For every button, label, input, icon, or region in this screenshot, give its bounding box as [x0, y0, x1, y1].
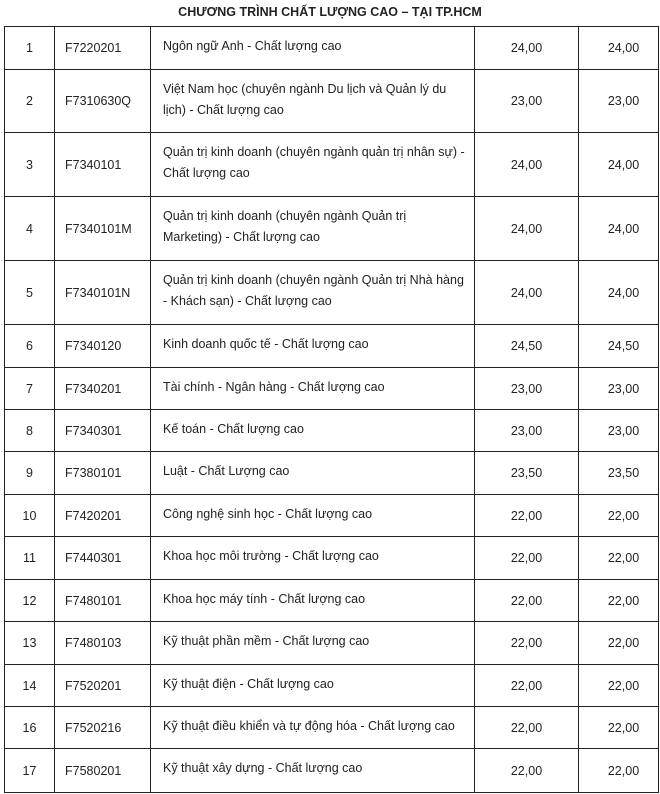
table-row	[5, 707, 659, 749]
score-2: 22,00	[579, 495, 659, 537]
table-row	[5, 261, 659, 325]
row-number: 9	[5, 452, 55, 495]
table-row	[5, 133, 659, 197]
program-name: Kỹ thuật phần mềm - Chất lượng cao	[151, 622, 475, 665]
program-code: F7420201	[55, 495, 151, 537]
score-2: 22,00	[579, 580, 659, 622]
score-1: 23,00	[475, 368, 579, 410]
score-2: 22,00	[579, 537, 659, 580]
program-name: Công nghệ sinh học - Chất lượng cao	[151, 495, 475, 537]
table-row	[5, 410, 659, 452]
score-1: 24,00	[475, 27, 579, 70]
program-code: F7480101	[55, 580, 151, 622]
program-code: F7340201	[55, 368, 151, 410]
table-row	[5, 197, 659, 261]
row-number: 10	[5, 495, 55, 537]
score-1: 23,50	[475, 452, 579, 495]
table-row	[5, 368, 659, 410]
program-code: F7380101	[55, 452, 151, 495]
row-number: 2	[5, 70, 55, 133]
table-row	[5, 325, 659, 368]
score-2: 24,00	[579, 261, 659, 325]
score-2: 22,00	[579, 665, 659, 707]
row-number: 1	[5, 27, 55, 70]
program-code: F7340120	[55, 325, 151, 368]
score-2: 22,00	[579, 707, 659, 749]
row-number: 16	[5, 707, 55, 749]
program-name: Việt Nam học (chuyên ngành Du lịch và Quản lý du lịch) - Chất lượng cao	[151, 70, 475, 133]
score-1: 24,00	[475, 197, 579, 261]
score-2: 23,50	[579, 452, 659, 495]
table-title: CHƯƠNG TRÌNH CHẤT LƯỢNG CAO – TẠI TP.HCM	[178, 5, 482, 19]
program-code: F7340301	[55, 410, 151, 452]
table-row	[5, 622, 659, 665]
program-code: F7220201	[55, 27, 151, 70]
program-code: F7340101N	[55, 261, 151, 325]
program-name: Quản trị kinh doanh (chuyên ngành quản trị nhân sự) - Chất lượng cao	[151, 133, 475, 197]
score-2: 24,00	[579, 197, 659, 261]
score-2: 23,00	[579, 368, 659, 410]
program-code: F7480103	[55, 622, 151, 665]
score-1: 24,00	[475, 261, 579, 325]
row-number: 4	[5, 197, 55, 261]
row-number: 6	[5, 325, 55, 368]
row-number: 3	[5, 133, 55, 197]
row-number: 8	[5, 410, 55, 452]
score-1: 22,00	[475, 537, 579, 580]
program-name: Kỹ thuật điện - Chất lượng cao	[151, 665, 475, 707]
program-name: Khoa học môi trường - Chất lượng cao	[151, 537, 475, 580]
program-code: F7340101M	[55, 197, 151, 261]
score-2: 22,00	[579, 622, 659, 665]
score-2: 24,00	[579, 27, 659, 70]
row-number: 14	[5, 665, 55, 707]
score-1: 24,00	[475, 133, 579, 197]
admission-scores-table	[4, 26, 659, 793]
table-row	[5, 537, 659, 580]
program-name: Tài chính - Ngân hàng - Chất lượng cao	[151, 368, 475, 410]
score-1: 24,50	[475, 325, 579, 368]
program-name: Kỹ thuật xây dựng - Chất lượng cao	[151, 749, 475, 793]
program-name: Kinh doanh quốc tế - Chất lượng cao	[151, 325, 475, 368]
table-row	[5, 70, 659, 133]
row-number: 7	[5, 368, 55, 410]
score-1: 23,00	[475, 410, 579, 452]
table-row	[5, 27, 659, 70]
table-row	[5, 665, 659, 707]
row-number: 13	[5, 622, 55, 665]
score-2: 23,00	[579, 70, 659, 133]
row-number: 17	[5, 749, 55, 793]
program-name: Khoa học máy tính - Chất lượng cao	[151, 580, 475, 622]
score-2: 22,00	[579, 749, 659, 793]
table-row	[5, 495, 659, 537]
score-2: 23,00	[579, 410, 659, 452]
row-number: 5	[5, 261, 55, 325]
row-number: 11	[5, 537, 55, 580]
program-name: Luật - Chất Lượng cao	[151, 452, 475, 495]
program-code: F7340101	[55, 133, 151, 197]
table-row	[5, 452, 659, 495]
program-code: F7440301	[55, 537, 151, 580]
program-code: F7520201	[55, 665, 151, 707]
table-row	[5, 580, 659, 622]
table-row	[5, 749, 659, 793]
program-code: F7580201	[55, 749, 151, 793]
score-1: 22,00	[475, 580, 579, 622]
score-2: 24,50	[579, 325, 659, 368]
program-name: Kỹ thuật điều khiển và tự động hóa - Chất lượng cao	[151, 707, 475, 749]
program-code: F7310630Q	[55, 70, 151, 133]
program-name: Ngôn ngữ Anh - Chất lượng cao	[151, 27, 475, 70]
score-1: 22,00	[475, 707, 579, 749]
row-number: 12	[5, 580, 55, 622]
program-code: F7520216	[55, 707, 151, 749]
program-name: Kế toán - Chất lượng cao	[151, 410, 475, 452]
score-2: 24,00	[579, 133, 659, 197]
score-1: 22,00	[475, 749, 579, 793]
program-name: Quản trị kinh doanh (chuyên ngành Quản trị Nhà hàng - Khách sạn) - Chất lượng cao	[151, 261, 475, 325]
score-1: 22,00	[475, 622, 579, 665]
score-1: 23,00	[475, 70, 579, 133]
score-1: 22,00	[475, 495, 579, 537]
score-1: 22,00	[475, 665, 579, 707]
program-name: Quản trị kinh doanh (chuyên ngành Quản trị Marketing) - Chất lượng cao	[151, 197, 475, 261]
